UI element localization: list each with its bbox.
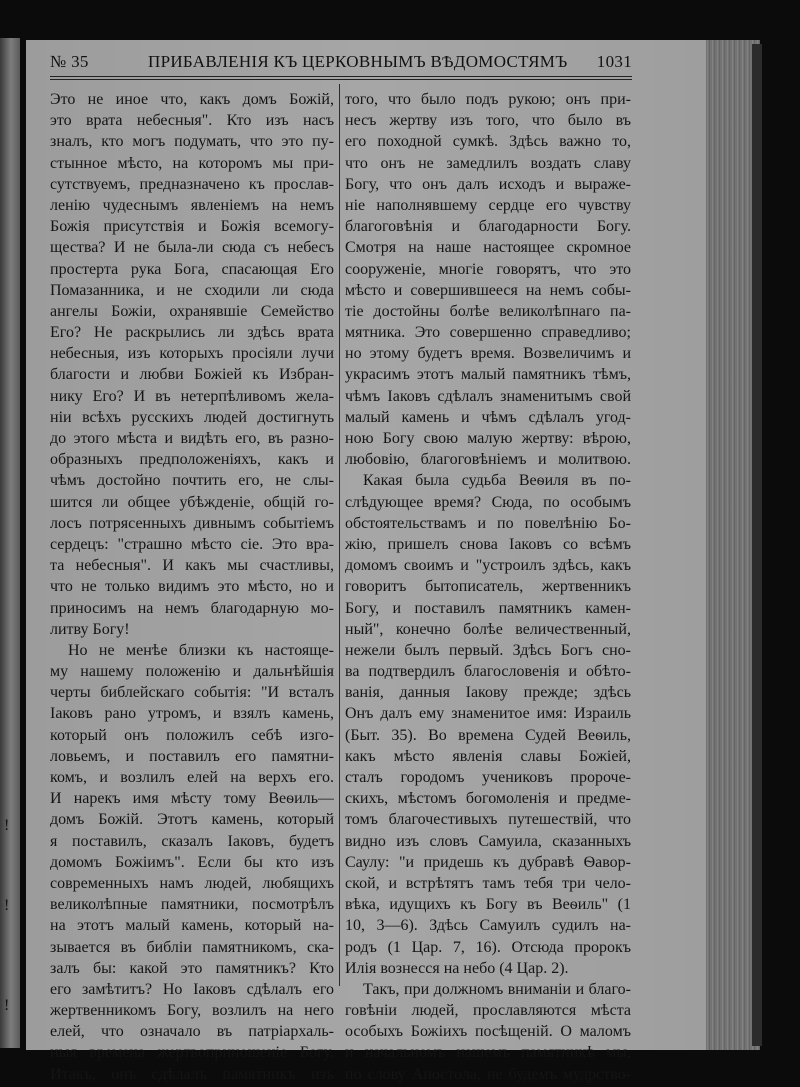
adjacent-page-edge (0, 38, 20, 1048)
text-line: говоритъ бытописатель, жертвенникъ (345, 578, 631, 596)
text-line: лосъ потрясенныхъ дивнымъ событіемъ (50, 514, 334, 532)
running-header (50, 52, 632, 76)
text-line: я поставилъ, сказалъ Іаковъ, будетъ (50, 832, 334, 850)
text-line: 10, 3—6). Здѣсь Самуилъ судилъ на- (345, 917, 631, 935)
text-line: по слову Апостола, не будемъ мудрство- (345, 1065, 631, 1083)
column-divider (339, 84, 340, 986)
text-line: томъ благочестивыхъ путешествій, что (345, 811, 631, 829)
text-line: Смотря на наше настоящее скромное (345, 239, 631, 257)
text-line: родъ (1 Цар. 7, 16). Отсюда пророкъ (345, 938, 631, 956)
text-line: ніи всѣхъ русскихъ людей достигнуть (50, 408, 334, 426)
text-line: мятника. Это совершенно справедливо; (345, 324, 631, 342)
text-line: того, что было подъ рукою; онъ при- (345, 91, 631, 108)
text-line: Илія вознесся на небо (4 Цар. 2). (345, 959, 569, 977)
text-line: му нашему положенію и дальнѣйшія (50, 663, 334, 681)
text-line: его замѣтитъ? Но Іаковъ сдѣлалъ его (50, 980, 334, 998)
text-line: та небесныя". И какъ мы счастливы, (50, 557, 334, 575)
text-line: скихъ, мѣстомъ богомоленія и предме- (345, 790, 631, 808)
text-line: украсимъ этотъ малый памятникъ тѣмъ, (345, 366, 631, 384)
text-line: тіе достойны болѣе великолѣпнаго па- (345, 302, 631, 320)
text-line: шится ли общее убѣжденіе, общій го- (50, 493, 334, 511)
text-line: ленію чудеснымъ явленіемъ на немъ (50, 196, 334, 214)
text-line: сооруженіе, многіе говорятъ, что это (345, 260, 631, 278)
left-text-column (50, 89, 334, 1085)
text-line: нежели былъ первый. Здѣсь Богъ сно- (345, 641, 631, 659)
page-number: 1031 (596, 52, 632, 71)
text-line: это врата небесныя". Кто изъ насъ (50, 112, 334, 130)
journal-title: ПРИБАВЛЕНІЯ КЪ ЦЕРКОВНЫМЪ ВѢДОМОСТЯМЪ (148, 52, 568, 71)
header-rule (50, 76, 632, 80)
text-line: приносимъ на немъ благодарную мо- (50, 599, 334, 617)
text-line: Божія присутствія и Божія всемогу- (50, 218, 334, 236)
text-line: на этотъ малый камень, который на- (50, 917, 334, 935)
text-line: сутствуемъ, предназначено къ прослав- (50, 175, 334, 193)
text-line: вѣка, идущихъ къ Богу въ Веѳиль" (1 (345, 896, 631, 914)
text-line: зывается въ библіи памятникомъ, ска- (50, 938, 334, 956)
text-line: образныхъ предположеніяхъ, какъ и (50, 451, 334, 469)
text-line: который онъ положилъ себѣ изго- (50, 726, 334, 744)
text-line: какъ мѣсто явленія славы Божіей, (345, 747, 631, 765)
text-line: комъ, и возлилъ елей на верхъ его. (50, 769, 334, 786)
text-line: великолѣпные памятники, посмотрѣлъ (50, 896, 334, 914)
issue-number: № 35 (50, 52, 89, 71)
text-line: елей, что означало въ патріархаль- (50, 1023, 334, 1041)
page-stack-shadow (752, 44, 762, 1046)
text-line: сталъ городомъ учениковъ пророче- (345, 769, 631, 786)
text-line: слѣдующее время? Сюда, по особымъ (345, 493, 631, 511)
margin-mark: ! (4, 897, 10, 914)
text-line: Богу, что онъ далъ исходъ и выраже- (345, 175, 631, 193)
text-line: небесныя, изъ которыхъ просіяли лучи (50, 345, 334, 363)
text-line: домъ Божій. Этотъ камень, который (50, 811, 334, 829)
text-line: Но не менѣе близки къ настояще- (68, 641, 334, 659)
text-line: нику Его? И въ нетерпѣливомъ жела- (50, 387, 334, 405)
text-line: домомъ Божіимъ". Если бы кто изъ (50, 853, 334, 871)
text-line: залъ бы: какой это памятникъ? Кто (50, 959, 334, 977)
text-line: ской, и встрѣтятъ тамъ тебя три чело- (345, 874, 631, 892)
text-line: обстоятельствамъ и по повелѣнію Бо- (345, 514, 631, 532)
text-line: Онъ далъ ему знаменитое имя: Израиль (345, 705, 631, 723)
text-line: малый камень и чѣмъ сдѣлалъ угод- (345, 408, 631, 426)
text-line: что онъ не замедлилъ воздать славу (345, 154, 631, 172)
text-line: чѣмъ достойно почтить его, не слы- (50, 472, 334, 490)
text-line: ныя времена жертвоприношеніе Богу. (50, 1044, 334, 1062)
text-line: Итакъ, онъ сдѣлалъ памятникъ изъ (50, 1065, 334, 1083)
text-line: его походной сумкѣ. Здѣсь важно то, (345, 133, 631, 151)
text-line: несъ жертву изъ того, что было въ (345, 112, 631, 130)
text-line: зналъ, кто могъ подумать, что это пу- (50, 133, 334, 151)
text-line: чѣмъ Іаковъ сдѣлалъ знаменитымъ свой (345, 387, 631, 405)
text-line: ный", конечно болѣе величественный, (345, 620, 631, 638)
text-line: жертвенникомъ Богу, возлилъ на него (50, 1002, 334, 1020)
text-line: черты библейскаго событія: "И всталъ (50, 684, 334, 702)
text-line: до этого мѣста и видѣть его, въ разно- (50, 430, 334, 447)
text-line: Такъ, при должномъ вниманіи и благо- (363, 980, 631, 998)
text-line: современныхъ намъ людей, любящихъ (50, 874, 334, 892)
text-line: ванія, данныя Іакову прежде; здѣсь (345, 684, 631, 702)
text-line: Какая была судьба Веѳиля въ по- (363, 472, 631, 490)
text-line: Помазанника, и не сходили ли сюда (50, 281, 334, 299)
text-line: Іаковъ рано утромъ, и взялъ камень, (50, 705, 334, 723)
text-line: ва подтвердилъ благословенія и обѣто- (345, 663, 631, 681)
text-line: Богу, и поставилъ памятникъ камен- (345, 599, 631, 617)
text-line: и начальномъ нашемъ памятникѣ мы, (345, 1044, 631, 1062)
text-line: стынное мѣсто, на которомъ мы при- (50, 154, 334, 172)
text-line: литву Богу! (50, 620, 130, 638)
text-line: (Быт. 35). Во времена Судей Веѳиль, (345, 726, 631, 744)
text-line: щества? И не была-ли сюда съ небесъ (50, 239, 334, 257)
text-line: любовію, благоговѣніемъ и молитвою. (345, 451, 631, 469)
text-line: И нарекъ имя мѣсту тому Веѳиль— (50, 790, 334, 808)
text-line: жію, пришелъ снова Іаковъ со всѣмъ (345, 535, 631, 553)
margin-mark: ! (4, 817, 10, 834)
text-line: что не только видимъ это мѣсто, но и (50, 578, 334, 596)
margin-mark: ! (4, 997, 10, 1014)
text-line: ловьемъ, и поставилъ его памятни- (50, 747, 334, 765)
text-line: Это не иное что, какъ домъ Божій, (50, 91, 334, 108)
text-line: ніе наполнявшему сердце его чувству (345, 196, 631, 214)
text-line: домомъ своимъ и "устроилъ здѣсь, какъ (345, 557, 631, 575)
text-line: говѣніи людей, прославляются мѣста (345, 1002, 631, 1020)
text-line: мѣсто и совершившееся на немъ собы- (345, 281, 631, 299)
right-text-column (345, 89, 631, 1085)
text-line: сердецъ: "страшно мѣсто сіе. Это вра- (50, 535, 334, 553)
text-line: особыхъ Божіихъ посѣщеній. О маломъ (345, 1023, 631, 1041)
text-line: видно изъ словъ Самуила, сказанныхъ (345, 832, 631, 850)
text-line: благоговѣнія и благодарности Богу. (345, 218, 631, 236)
text-line: но этому будетъ время. Возвеличимъ и (345, 345, 631, 363)
text-line: ною Богу свою малую жертву: вѣрою, (345, 430, 631, 447)
text-line: ангелы Божіи, охранявшіе Семейство (50, 302, 334, 320)
text-line: простерта рука Бога, спасающая Его (50, 260, 334, 278)
text-line: Саулу: "и придешь къ дубравѣ Ѳавор- (345, 853, 631, 871)
text-line: Его? Не раскрылись ли здѣсь врата (50, 324, 334, 342)
text-line: благости и любви Божіей къ Избран- (50, 366, 334, 384)
